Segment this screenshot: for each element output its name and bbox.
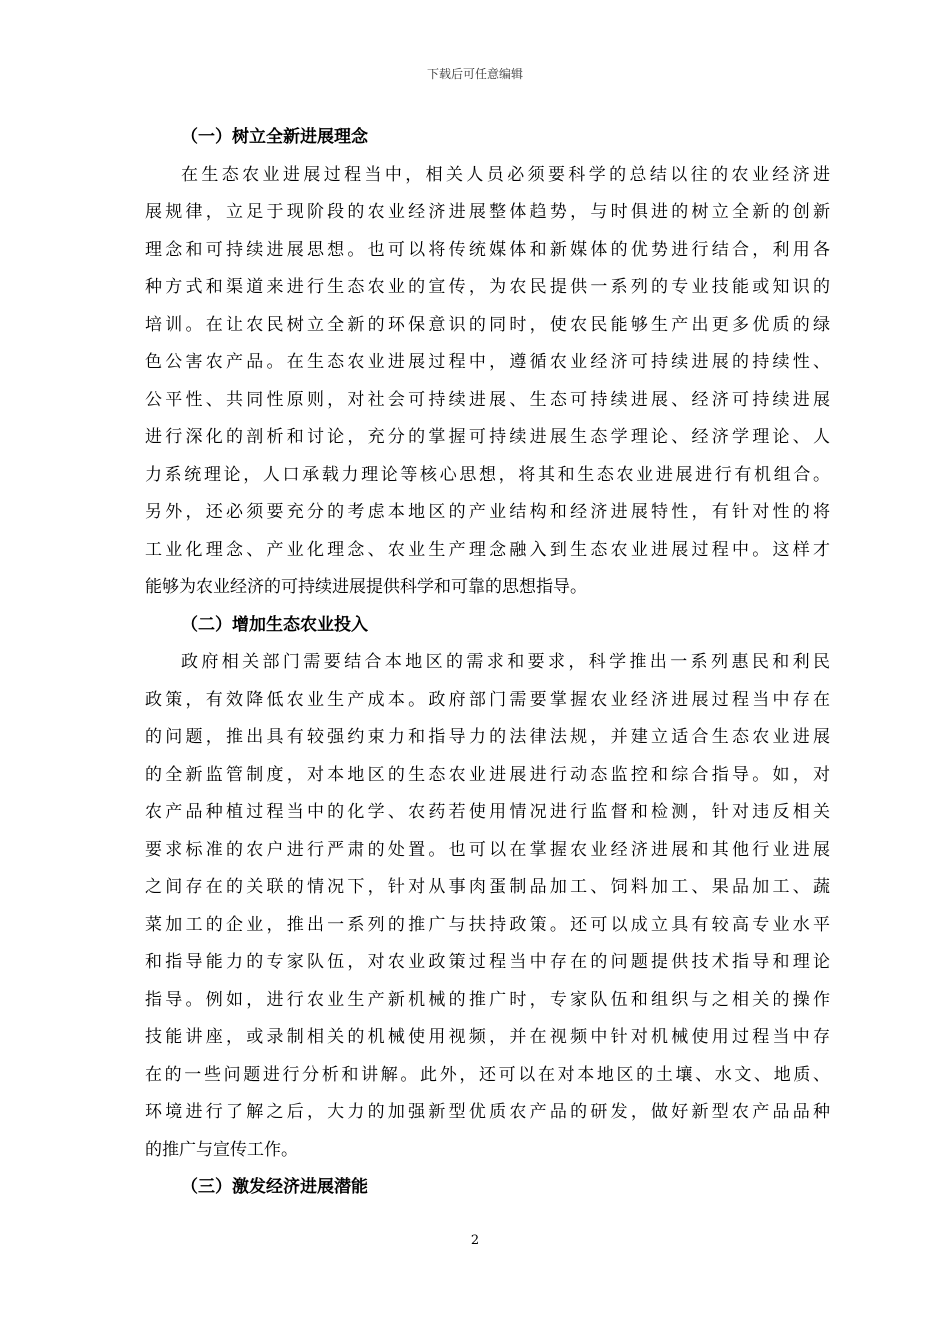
section-heading-3: （三）激发经济进展潜能 — [181, 1177, 368, 1197]
text-line: 培训。在让农民树立全新的环保意识的同时，使农民能够生产出更多优质的绿 — [145, 314, 830, 335]
text-line: 另外，还必须要充分的考虑本地区的产业结构和经济进展特性，有针对性的将 — [145, 502, 830, 522]
section-heading-1: （一）树立全新进展理念 — [181, 127, 368, 147]
text-line: 公平性、共同性原则，对社会可持续进展、生态可持续进展、经济可持续进展 — [145, 389, 830, 410]
text-line: 的全新监管制度，对本地区的生态农业进展进行动态监控和综合指导。如，对 — [145, 764, 830, 785]
text-line: 农产品种植过程当中的化学、农药若使用情况进行监督和检测，针对违反相关 — [145, 802, 830, 822]
text-line: 能够为农业经济的可持续进展提供科学和可靠的思想指导。 — [145, 577, 587, 597]
text-line: 在生态农业进展过程当中，相关人员必须要科学的总结以往的农业经济进 — [181, 164, 830, 185]
section-1-paragraph — [145, 157, 830, 607]
page-number: 2 — [470, 1233, 480, 1248]
text-line: 力系统理论，人口承载力理论等核心思想，将其和生态农业进展进行有机组合。 — [145, 464, 830, 485]
text-line: 工业化理念、产业化理念、农业生产理念融入到生态农业进展过程中。这样才 — [145, 539, 830, 560]
text-line: 技能讲座，或录制相关的机械使用视频，并在视频中针对机械使用过程当中存 — [145, 1027, 830, 1047]
text-line: 要求标准的农户进行严肃的处置。也可以在掌握农业经济进展和其他行业进展 — [145, 839, 830, 860]
text-line: 展规律，立足于现阶段的农业经济进展整体趋势，与时俱进的树立全新的创新 — [145, 202, 830, 222]
text-line: 色公害农产品。在生态农业进展过程中，遵循农业经济可持续进展的持续性、 — [145, 352, 830, 372]
text-line: 的问题，推出具有较强约束力和指导力的法律法规，并建立适合生态农业进展 — [145, 727, 830, 747]
text-line: 理念和可持续进展思想。也可以将传统媒体和新媒体的优势进行结合，利用各 — [145, 239, 830, 260]
text-line: 进行深化的剖析和讨论，充分的掌握可持续进展生态学理论、经济学理论、人 — [145, 427, 830, 447]
text-line: 和指导能力的专家队伍，对农业政策过程当中存在的问题提供技术指导和理论 — [145, 952, 830, 972]
text-line: 在的一些问题进行分析和讲解。此外，还可以在对本地区的土壤、水文、地质、 — [145, 1064, 830, 1085]
text-line: 菜加工的企业，推出一系列的推广与扶持政策。还可以成立具有较高专业水平 — [145, 914, 830, 935]
text-line: 种方式和渠道来进行生态农业的宣传，为农民提供一系列的专业技能或知识的 — [145, 277, 830, 297]
text-line: 环境进行了解之后，大力的加强新型优质农产品的研发，做好新型农产品品种 — [145, 1102, 830, 1122]
text-line: 的推广与宣传工作。 — [145, 1139, 298, 1160]
text-line: 之间存在的关联的情况下，针对从事肉蛋制品加工、饲料加工、果品加工、蔬 — [145, 877, 830, 897]
text-line: 政府相关部门需要结合本地区的需求和要求，科学推出一系列惠民和利民 — [181, 652, 830, 672]
document-body — [145, 119, 830, 1207]
section-heading-2: （二）增加生态农业投入 — [181, 614, 368, 635]
text-line: 政策，有效降低农业生产成本。政府部门需要掌握农业经济进展过程当中存在 — [145, 689, 830, 710]
section-2-paragraph — [145, 644, 830, 1169]
page-header: 下载后可任意编辑 — [426, 67, 523, 81]
text-line: 指导。例如，进行农业生产新机械的推广时，专家队伍和组织与之相关的操作 — [145, 989, 830, 1010]
